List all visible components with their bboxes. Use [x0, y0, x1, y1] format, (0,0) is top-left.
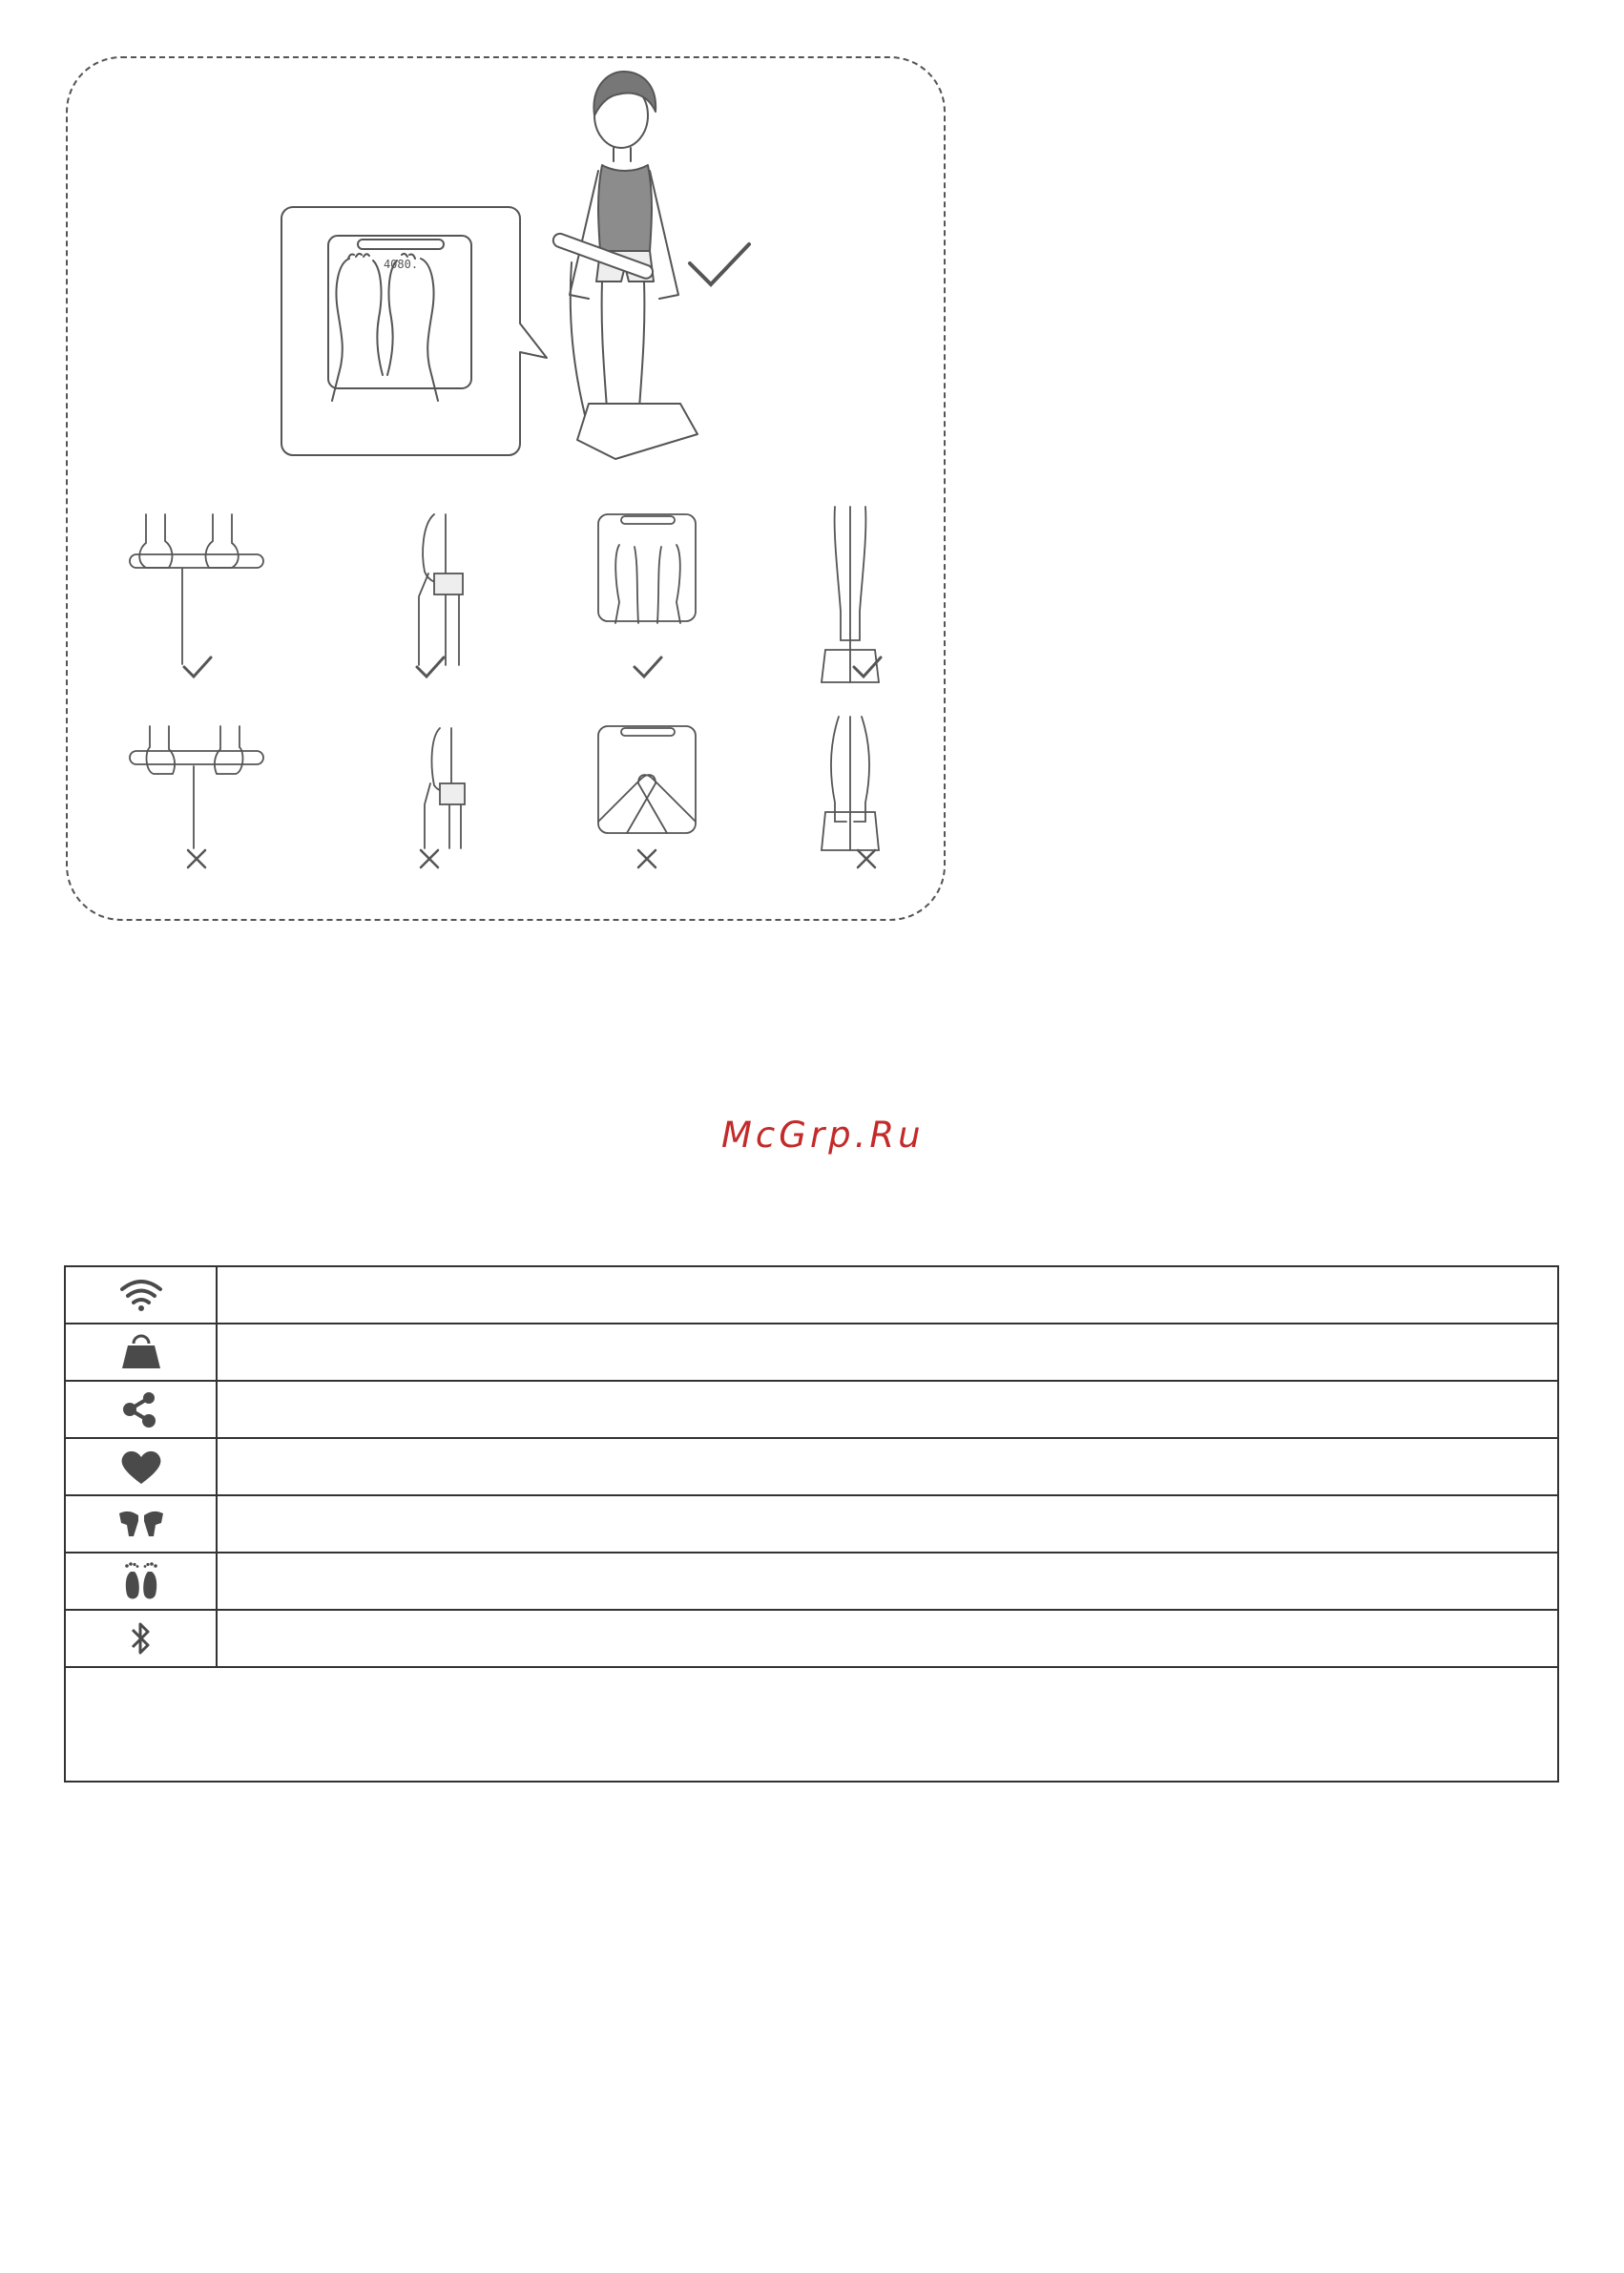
example-side-correct: [419, 514, 463, 665]
legend-text: [217, 1324, 1558, 1381]
table-row: [65, 1324, 1558, 1381]
cross-icon: [858, 850, 875, 867]
scale-reading: 4080.: [383, 258, 419, 271]
wrong-examples: [130, 717, 879, 850]
zoom-callout: [281, 207, 547, 455]
legend-text: [217, 1553, 1558, 1610]
check-icon: [184, 657, 211, 677]
table-row: [65, 1495, 1558, 1553]
table-row: [65, 1266, 1558, 1324]
legend-text: [217, 1610, 1558, 1667]
example-feet-wrong: [598, 726, 696, 833]
check-icon: [417, 657, 444, 677]
legend-text: [217, 1381, 1558, 1438]
muscle-icon: [117, 1508, 165, 1540]
bluetooth-icon: [127, 1619, 156, 1658]
correct-examples: [130, 507, 879, 682]
table-row: [65, 1610, 1558, 1667]
legend-text: [217, 1438, 1558, 1495]
legend-text: [217, 1495, 1558, 1553]
correct-check-row: [184, 657, 881, 677]
legend-note: [65, 1667, 1558, 1782]
wrong-cross-row: [188, 850, 875, 867]
watermark-text: McGrp.Ru: [721, 1115, 925, 1156]
footprints-icon: [119, 1560, 163, 1602]
example-feet-correct: [598, 514, 696, 623]
woman-figure: [552, 72, 697, 459]
example-hands-correct: [130, 514, 263, 664]
table-row: [65, 1667, 1558, 1782]
icon-legend-table: [64, 1265, 1559, 1783]
heart-icon: [119, 1448, 163, 1486]
measurement-illustration: [68, 58, 947, 923]
table-row: [65, 1381, 1558, 1438]
legend-text: [217, 1266, 1558, 1324]
table-row: [65, 1438, 1558, 1495]
check-icon: [635, 657, 661, 677]
share-icon: [120, 1390, 162, 1428]
illustration-panel: [66, 56, 946, 921]
cross-icon: [421, 850, 438, 867]
weight-icon: [120, 1334, 162, 1370]
wifi-icon: [118, 1278, 164, 1312]
example-front-wrong: [822, 717, 879, 850]
table-row: [65, 1553, 1558, 1610]
cross-icon: [638, 850, 656, 867]
example-hands-wrong: [130, 726, 263, 848]
correct-check-icon: [690, 244, 749, 284]
example-front-correct: [822, 507, 879, 682]
cross-icon: [188, 850, 205, 867]
example-side-wrong: [425, 728, 465, 848]
